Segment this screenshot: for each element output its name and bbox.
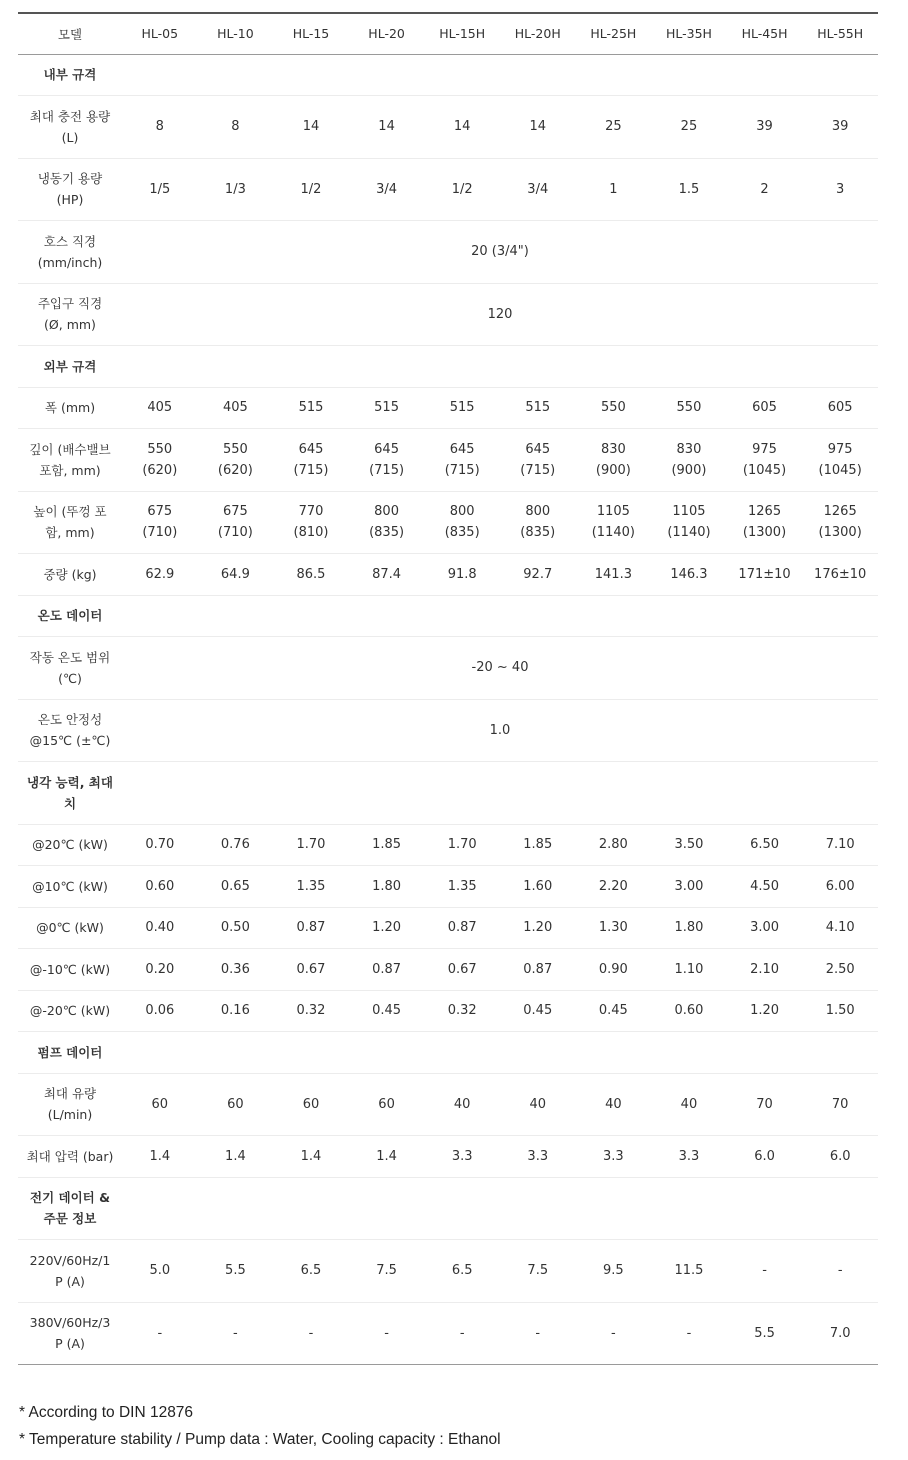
value-cell: 2.10 xyxy=(727,949,803,991)
row-label: @-10℃ (kW) xyxy=(18,949,122,991)
value-cell: - xyxy=(651,1302,727,1365)
value-cell: 1.60 xyxy=(500,866,576,908)
value-cell: 645 (715) xyxy=(500,429,576,492)
value-cell: 1.20 xyxy=(727,990,803,1032)
value-cell: 0.60 xyxy=(122,866,198,908)
value-cell: 675 (710) xyxy=(122,491,198,554)
row-label: 380V/60Hz/3 P (A) xyxy=(18,1302,122,1365)
value-cell: 0.06 xyxy=(122,990,198,1032)
section-spacer xyxy=(122,1032,878,1074)
value-cell: 40 xyxy=(500,1073,576,1136)
value-cell: 0.67 xyxy=(273,949,349,991)
value-cell: 0.87 xyxy=(500,949,576,991)
table-row xyxy=(18,554,878,596)
value-cell: 3.3 xyxy=(651,1136,727,1178)
value-cell: 1.5 xyxy=(651,158,727,221)
section-title: 펌프 데이터 xyxy=(18,1032,122,1074)
value-cell: 8 xyxy=(198,96,274,159)
value-cell: 0.76 xyxy=(198,824,274,866)
value-cell: 60 xyxy=(198,1073,274,1136)
value-cell: 25 xyxy=(651,96,727,159)
value-cell: 1.35 xyxy=(424,866,500,908)
spec-table-container xyxy=(18,12,878,1365)
value-cell: 1.70 xyxy=(424,824,500,866)
value-cell: 550 (620) xyxy=(198,429,274,492)
section-spacer xyxy=(122,346,878,388)
value-cell: 1.4 xyxy=(198,1136,274,1178)
row-label: @20℃ (kW) xyxy=(18,824,122,866)
merged-value-cell: -20 ~ 40 xyxy=(122,637,878,700)
value-cell: 0.45 xyxy=(500,990,576,1032)
value-cell: 14 xyxy=(349,96,425,159)
value-cell: 0.87 xyxy=(349,949,425,991)
table-row xyxy=(18,221,878,284)
value-cell: 1265 (1300) xyxy=(802,491,878,554)
table-row xyxy=(18,1136,878,1178)
table-row xyxy=(18,866,878,908)
value-cell: 1 xyxy=(576,158,652,221)
spec-table xyxy=(18,12,878,1365)
row-label: 호스 직경 (mm/inch) xyxy=(18,221,122,284)
value-cell: 515 xyxy=(349,387,425,429)
table-row xyxy=(18,637,878,700)
value-cell: 0.45 xyxy=(349,990,425,1032)
value-cell: 0.70 xyxy=(122,824,198,866)
value-cell: 675 (710) xyxy=(198,491,274,554)
table-row xyxy=(18,824,878,866)
value-cell: 0.90 xyxy=(576,949,652,991)
row-label: @0℃ (kW) xyxy=(18,907,122,949)
value-cell: 39 xyxy=(727,96,803,159)
table-row xyxy=(18,699,878,762)
value-cell: 830 (900) xyxy=(576,429,652,492)
section-row xyxy=(18,54,878,96)
table-row xyxy=(18,429,878,492)
value-cell: 550 xyxy=(576,387,652,429)
header-cell: HL-05 xyxy=(122,13,198,54)
value-cell: 2.50 xyxy=(802,949,878,991)
table-row xyxy=(18,1240,878,1303)
value-cell: 1/2 xyxy=(273,158,349,221)
value-cell: 550 (620) xyxy=(122,429,198,492)
table-row xyxy=(18,158,878,221)
value-cell: 146.3 xyxy=(651,554,727,596)
table-row xyxy=(18,1073,878,1136)
value-cell: 405 xyxy=(198,387,274,429)
value-cell: 87.4 xyxy=(349,554,425,596)
value-cell: 40 xyxy=(576,1073,652,1136)
value-cell: 1/3 xyxy=(198,158,274,221)
section-spacer xyxy=(122,762,878,825)
table-row xyxy=(18,283,878,346)
value-cell: 9.5 xyxy=(576,1240,652,1303)
merged-value-cell: 20 (3/4") xyxy=(122,221,878,284)
value-cell: 0.36 xyxy=(198,949,274,991)
value-cell: 0.67 xyxy=(424,949,500,991)
value-cell: - xyxy=(500,1302,576,1365)
section-row xyxy=(18,346,878,388)
row-label: @10℃ (kW) xyxy=(18,866,122,908)
value-cell: 91.8 xyxy=(424,554,500,596)
value-cell: 3.00 xyxy=(727,907,803,949)
value-cell: 1.35 xyxy=(273,866,349,908)
row-label: 온도 안정성 @15℃ (±℃) xyxy=(18,699,122,762)
value-cell: 3/4 xyxy=(349,158,425,221)
header-cell: HL-10 xyxy=(198,13,274,54)
row-label: 최대 유량 (L/min) xyxy=(18,1073,122,1136)
value-cell: 1.20 xyxy=(349,907,425,949)
value-cell: 3.3 xyxy=(576,1136,652,1178)
value-cell: 0.20 xyxy=(122,949,198,991)
section-title: 내부 규격 xyxy=(18,54,122,96)
value-cell: 1/2 xyxy=(424,158,500,221)
value-cell: 975 (1045) xyxy=(727,429,803,492)
value-cell: 1105 (1140) xyxy=(651,491,727,554)
value-cell: 800 (835) xyxy=(424,491,500,554)
section-spacer xyxy=(122,595,878,637)
row-label: 220V/60Hz/1 P (A) xyxy=(18,1240,122,1303)
section-row xyxy=(18,595,878,637)
table-row xyxy=(18,387,878,429)
value-cell: 800 (835) xyxy=(500,491,576,554)
row-label: 높이 (뚜껑 포 함, mm) xyxy=(18,491,122,554)
value-cell: 6.50 xyxy=(727,824,803,866)
value-cell: 3.50 xyxy=(651,824,727,866)
value-cell: 4.50 xyxy=(727,866,803,908)
table-row xyxy=(18,96,878,159)
value-cell: 0.50 xyxy=(198,907,274,949)
spec-table-body xyxy=(18,54,878,1365)
value-cell: - xyxy=(576,1302,652,1365)
value-cell: 5.0 xyxy=(122,1240,198,1303)
value-cell: - xyxy=(198,1302,274,1365)
value-cell: 645 (715) xyxy=(349,429,425,492)
value-cell: 0.45 xyxy=(576,990,652,1032)
section-title: 외부 규격 xyxy=(18,346,122,388)
value-cell: 605 xyxy=(727,387,803,429)
value-cell: 1.4 xyxy=(122,1136,198,1178)
value-cell: 4.10 xyxy=(802,907,878,949)
value-cell: 975 (1045) xyxy=(802,429,878,492)
value-cell: 1.85 xyxy=(349,824,425,866)
value-cell: 86.5 xyxy=(273,554,349,596)
value-cell: 92.7 xyxy=(500,554,576,596)
row-label: 최대 압력 (bar) xyxy=(18,1136,122,1178)
value-cell: 7.10 xyxy=(802,824,878,866)
value-cell: - xyxy=(273,1302,349,1365)
value-cell: 2 xyxy=(727,158,803,221)
merged-value-cell: 1.0 xyxy=(122,699,878,762)
value-cell: 40 xyxy=(424,1073,500,1136)
value-cell: 6.0 xyxy=(727,1136,803,1178)
value-cell: 1/5 xyxy=(122,158,198,221)
value-cell: 14 xyxy=(273,96,349,159)
value-cell: 550 xyxy=(651,387,727,429)
row-label: 최대 충전 용량 (L) xyxy=(18,96,122,159)
header-cell: HL-15 xyxy=(273,13,349,54)
value-cell: 171±10 xyxy=(727,554,803,596)
value-cell: 1265 (1300) xyxy=(727,491,803,554)
value-cell: 6.5 xyxy=(424,1240,500,1303)
table-row xyxy=(18,491,878,554)
value-cell: - xyxy=(802,1240,878,1303)
value-cell: 1.20 xyxy=(500,907,576,949)
value-cell: 1.10 xyxy=(651,949,727,991)
value-cell: 5.5 xyxy=(198,1240,274,1303)
section-title: 전기 데이터 & 주문 정보 xyxy=(18,1177,122,1240)
table-row xyxy=(18,1302,878,1365)
value-cell: 176±10 xyxy=(802,554,878,596)
header-cell: 모델 xyxy=(18,13,122,54)
section-title: 온도 데이터 xyxy=(18,595,122,637)
value-cell: 60 xyxy=(122,1073,198,1136)
value-cell: 3 xyxy=(802,158,878,221)
value-cell: - xyxy=(424,1302,500,1365)
value-cell: 11.5 xyxy=(651,1240,727,1303)
value-cell: 405 xyxy=(122,387,198,429)
table-row xyxy=(18,949,878,991)
row-label: 중량 (kg) xyxy=(18,554,122,596)
value-cell: 7.5 xyxy=(500,1240,576,1303)
value-cell: 1.4 xyxy=(273,1136,349,1178)
value-cell: 1105 (1140) xyxy=(576,491,652,554)
section-row xyxy=(18,1032,878,1074)
value-cell: 0.32 xyxy=(424,990,500,1032)
value-cell: 2.80 xyxy=(576,824,652,866)
value-cell: 7.0 xyxy=(802,1302,878,1365)
row-label: 냉동기 용량 (HP) xyxy=(18,158,122,221)
value-cell: 3.00 xyxy=(651,866,727,908)
header-cell: HL-35H xyxy=(651,13,727,54)
value-cell: 6.5 xyxy=(273,1240,349,1303)
row-label: 깊이 (배수밸브 포함, mm) xyxy=(18,429,122,492)
value-cell: 3.3 xyxy=(500,1136,576,1178)
value-cell: 0.32 xyxy=(273,990,349,1032)
value-cell: 5.5 xyxy=(727,1302,803,1365)
value-cell: 6.00 xyxy=(802,866,878,908)
value-cell: 1.85 xyxy=(500,824,576,866)
value-cell: 3/4 xyxy=(500,158,576,221)
value-cell: 1.80 xyxy=(349,866,425,908)
value-cell: 0.40 xyxy=(122,907,198,949)
header-cell: HL-25H xyxy=(576,13,652,54)
section-title: 냉각 능력, 최대 치 xyxy=(18,762,122,825)
value-cell: 39 xyxy=(802,96,878,159)
value-cell: 515 xyxy=(500,387,576,429)
value-cell: 0.60 xyxy=(651,990,727,1032)
value-cell: 515 xyxy=(424,387,500,429)
value-cell: 25 xyxy=(576,96,652,159)
value-cell: 645 (715) xyxy=(273,429,349,492)
value-cell: 14 xyxy=(500,96,576,159)
value-cell: 0.65 xyxy=(198,866,274,908)
value-cell: 8 xyxy=(122,96,198,159)
value-cell: 1.50 xyxy=(802,990,878,1032)
section-spacer xyxy=(122,54,878,96)
header-cell: HL-20H xyxy=(500,13,576,54)
section-spacer xyxy=(122,1177,878,1240)
value-cell: 6.0 xyxy=(802,1136,878,1178)
value-cell: 800 (835) xyxy=(349,491,425,554)
value-cell: 60 xyxy=(273,1073,349,1136)
value-cell: 2.20 xyxy=(576,866,652,908)
footnote: * According to DIN 12876 xyxy=(19,1404,194,1421)
table-row xyxy=(18,907,878,949)
row-label: 주입구 직경 (Ø, mm) xyxy=(18,283,122,346)
value-cell: 0.87 xyxy=(273,907,349,949)
value-cell: 141.3 xyxy=(576,554,652,596)
row-label: 작동 온도 범위 (℃) xyxy=(18,637,122,700)
value-cell: 0.87 xyxy=(424,907,500,949)
value-cell: 1.80 xyxy=(651,907,727,949)
value-cell: 3.3 xyxy=(424,1136,500,1178)
header-row xyxy=(18,13,878,54)
value-cell: 1.30 xyxy=(576,907,652,949)
value-cell: 1.4 xyxy=(349,1136,425,1178)
value-cell: 70 xyxy=(727,1073,803,1136)
value-cell: 770 (810) xyxy=(273,491,349,554)
value-cell: - xyxy=(349,1302,425,1365)
value-cell: 0.16 xyxy=(198,990,274,1032)
table-row xyxy=(18,990,878,1032)
merged-value-cell: 120 xyxy=(122,283,878,346)
section-row xyxy=(18,762,878,825)
section-row xyxy=(18,1177,878,1240)
value-cell: - xyxy=(727,1240,803,1303)
value-cell: 830 (900) xyxy=(651,429,727,492)
value-cell: 14 xyxy=(424,96,500,159)
value-cell: 605 xyxy=(802,387,878,429)
value-cell: - xyxy=(122,1302,198,1365)
footnotes xyxy=(19,1401,501,1455)
row-label: 폭 (mm) xyxy=(18,387,122,429)
value-cell: 515 xyxy=(273,387,349,429)
value-cell: 7.5 xyxy=(349,1240,425,1303)
value-cell: 40 xyxy=(651,1073,727,1136)
header-cell: HL-15H xyxy=(424,13,500,54)
value-cell: 645 (715) xyxy=(424,429,500,492)
value-cell: 62.9 xyxy=(122,554,198,596)
header-cell: HL-20 xyxy=(349,13,425,54)
value-cell: 1.70 xyxy=(273,824,349,866)
header-cell: HL-45H xyxy=(727,13,803,54)
value-cell: 60 xyxy=(349,1073,425,1136)
row-label: @-20℃ (kW) xyxy=(18,990,122,1032)
value-cell: 64.9 xyxy=(198,554,274,596)
footnote: * Temperature stability / Pump data : Water, Cooling capacity : Ethanol xyxy=(19,1431,501,1448)
value-cell: 70 xyxy=(802,1073,878,1136)
header-cell: HL-55H xyxy=(802,13,878,54)
